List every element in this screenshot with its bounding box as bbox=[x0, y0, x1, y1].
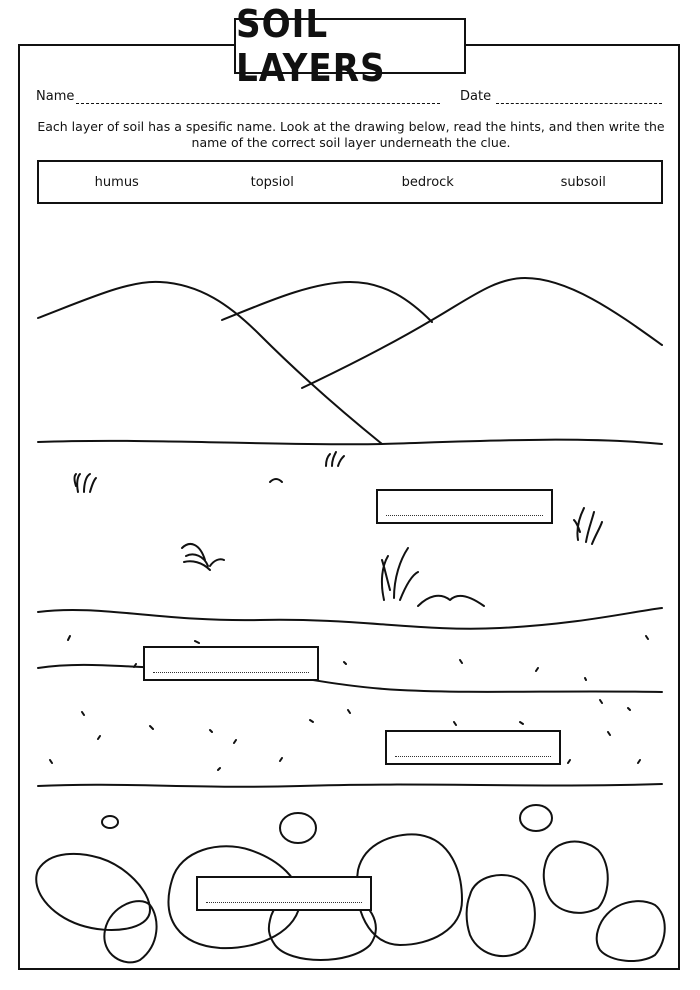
word-bank-item: topsiol bbox=[250, 174, 294, 190]
humus-boundary bbox=[38, 608, 662, 629]
subsoil-boundary bbox=[38, 784, 662, 787]
answer-box-topsoil-layer[interactable] bbox=[143, 646, 319, 681]
answer-line bbox=[153, 672, 309, 673]
answer-line bbox=[386, 515, 543, 516]
grass-tuft bbox=[382, 548, 418, 600]
grass-tuft bbox=[75, 474, 97, 492]
small-tuft bbox=[270, 479, 282, 482]
grass-mound bbox=[418, 596, 484, 606]
answer-line bbox=[395, 756, 551, 757]
answer-box-humus-layer[interactable] bbox=[376, 489, 553, 524]
hill-middle bbox=[222, 282, 432, 322]
answer-line bbox=[206, 902, 362, 903]
answer-box-bedrock-layer[interactable] bbox=[196, 876, 372, 911]
grass-tuft bbox=[574, 508, 602, 544]
hill-right bbox=[302, 278, 662, 388]
rock bbox=[104, 901, 156, 962]
grass-tuft bbox=[182, 544, 224, 570]
rock bbox=[36, 854, 150, 930]
answer-box-subsoil-layer[interactable] bbox=[385, 730, 561, 765]
rock bbox=[102, 816, 118, 828]
rock bbox=[467, 875, 535, 956]
name-label: Name bbox=[36, 89, 75, 104]
grass-tuft bbox=[326, 452, 344, 466]
rock bbox=[520, 805, 552, 831]
date-label: Date bbox=[460, 89, 492, 104]
rock bbox=[597, 901, 665, 961]
word-bank-item: subsoil bbox=[560, 174, 606, 190]
word-bank-item: humus bbox=[94, 174, 139, 190]
topsoil-boundary bbox=[38, 665, 662, 692]
instructions-text: Each layer of soil has a spesific name. Look at the drawing below, read the hints, and then write the name of the correct soil layer underneath the clue. bbox=[37, 119, 665, 150]
rock bbox=[280, 813, 316, 843]
rock bbox=[357, 834, 462, 945]
word-bank-item: bedrock bbox=[401, 174, 454, 190]
ground-line bbox=[38, 440, 662, 445]
hill-left bbox=[38, 282, 382, 444]
page-title: SOIL LAYERS bbox=[234, 18, 466, 74]
rock bbox=[544, 842, 608, 913]
